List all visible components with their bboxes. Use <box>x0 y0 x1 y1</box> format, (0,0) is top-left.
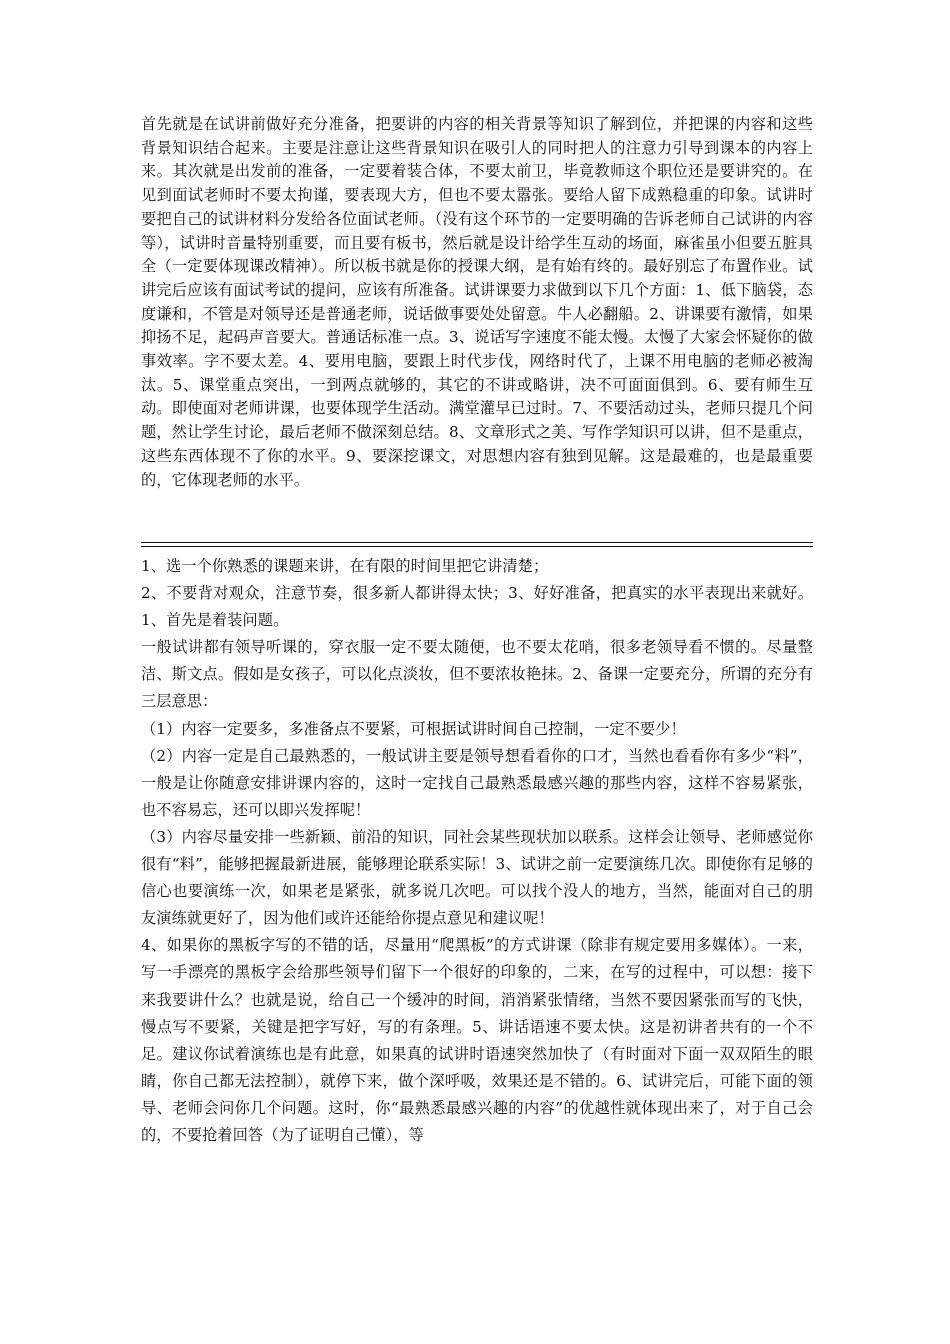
divider-line-top <box>141 542 813 543</box>
section-2-paragraph-1: 1、选一个你熟悉的课题来讲，在有限的时间里把它讲清楚； <box>141 557 549 575</box>
section-2-paragraph-7: 4、如果你的黑板字写的不错的话，尽量用“爬黑板”的方式讲课（除非有规定要用多媒体）。一来，写一手漂亮的黑板字会给那些领导们留下一个很好的印象的，二来，在写的过程中，可以想：接下来我要讲什么？也就是说，给自己一个缓冲的时间，消消紧张情绪，当然不要因紧张而写的飞快，慢点写不要紧，关键是把字写好，写的有条理。5、讲话语速不要太快。这是初讲者共有的一个不足。建议你试着演练也是有此意，如果真的试讲时语速突然加快了（有时面对下面一双双陌生的眼睛，你自己都无法控制），就停下来，做个深呼吸，效果还是不错的。6、试讲完后，可能下面的领导、老师会问你几个问题。这时，你“最熟悉最感兴趣的内容”的优越性就体现出来了，对于自己会的，不要抢着回答（为了证明自己懂），等 <box>141 936 813 1144</box>
section-2-paragraph-4: （1）内容一定要多，多准备点不要紧，可根据试讲时间自己控制，一定不要少！ <box>141 719 686 738</box>
section-2 <box>141 553 813 1149</box>
section-2-paragraph-3: 一般试讲都有领导听课的，穿衣服一定不要太随便，也不要太花哨，很多老领导看不惯的。尽量整洁、斯文点。假如是女孩子，可以化点淡妆，但不要浓妆艳抹。2、备课一定要充分，所谓的充分有三层意思： <box>141 638 813 711</box>
section-2-paragraph-2: 2、不要背对观众，注意节奏，很多新人都讲得太快；3、好好准备，把真实的水平表现出来就好。1、首先是着装问题。 <box>141 584 813 630</box>
section-2-paragraph-6: （3）内容尽量安排一些新颖、前沿的知识，同社会某些现状加以联系。这样会让领导、老师感觉你很有“料”，能够把握最新进展，能够理论联系实际！3、试讲之前一定要演练几次。即使你有足够的信心也要演练一次，如果老是紧张，就多说几次吧。可以找个没人的地方，当然，能面对自己的朋友演练就更好了，因为他们或许还能给你提点意见和建议呢！ <box>141 827 813 928</box>
divider-line-bottom <box>141 546 813 547</box>
section-2-paragraph-5: （2）内容一定是自己最熟悉的，一般试讲主要是领导想看看你的口才，当然也看看你有多少“料”，一般是让你随意安排讲课内容的，这时一定找自己最熟悉最感兴趣的那些内容，这样不容易紧张，也不容易忘，还可以即兴发挥呢！ <box>141 746 813 819</box>
section-1-paragraph: 首先就是在试讲前做好充分准备，把要讲的内容的相关背景等知识了解到位，并把课的内容和这些背景知识结合起来。主要是注意让这些背景知识在吸引人的同时把人的注意力引导到课本的内容上来。其次就是出发前的准备，一定要着装合体，不要太前卫，毕竟教师这个职位还是要讲究的。在见到面试老师时不要太拘谨，要表现大方，但也不要太嚣张。要给人留下成熟稳重的印象。试讲时要把自己的试讲材料分发给各位面试老师。（没有这个环节的一定要明确的告诉老师自己试讲的内容等），试讲时音量特别重要，而且要有板书，然后就是设计给学生互动的场面，麻雀虽小但要五脏具全（一定要体现课改精神）。所以板书就是你的授课大纲，是有始有终的。最好别忘了布置作业。试讲完后应该有面试考试的提问，应该有所准备。试讲课要力求做到以下几个方面：1、低下脑袋，态度谦和，不管是对领导还是普通老师，说话做事要处处留意。牛人必翻船。2、讲课要有激情，如果抑扬不足，起码声音要大。普通话标准一点。3、说话写字速度不能太慢。太慢了大家会怀疑你的做事效率。字不要太差。4、要用电脑，要跟上时代步伐，网络时代了，上课不用电脑的老师必被淘汰。5、课堂重点突出，一到两点就够的，其它的不讲或略讲，决不可面面俱到。6、要有师生互动。即使面对老师讲课，也要体现学生活动。满堂灌早已过时。7、不要活动过头，老师只提几个问题，然让学生讨论，最后老师不做深刻总结。8、文章形式之美、写作学知识可以讲，但不是重点，这些东西体现不了你的水平。9、要深挖课文，对思想内容有独到见解。这是最难的，也是最重要的，它体现老师的水平。 <box>141 115 813 489</box>
